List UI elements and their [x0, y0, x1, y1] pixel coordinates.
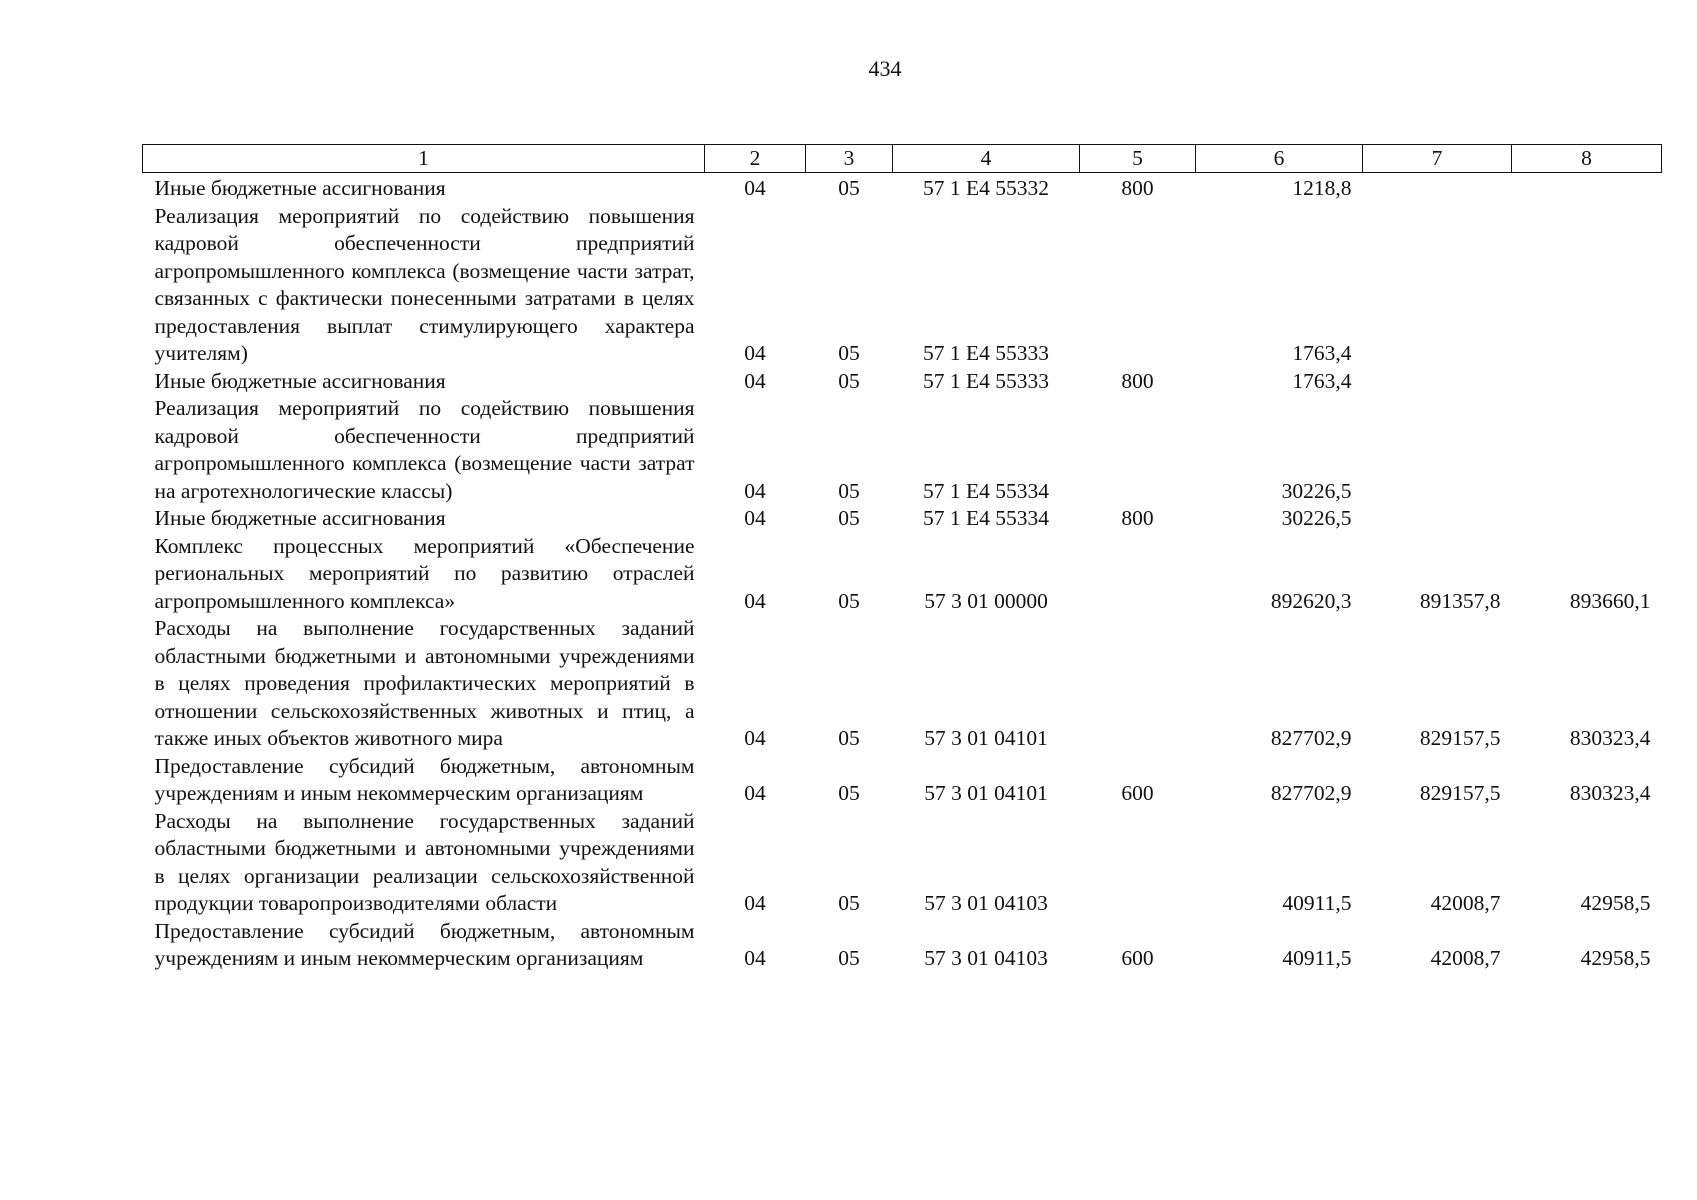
column-header: 6 [1196, 145, 1363, 173]
amount-col8 [1512, 203, 1662, 368]
amount-col7 [1363, 505, 1512, 533]
expense-type-code: 600 [1121, 946, 1154, 970]
target-article-code: 57 1 E4 55333 [922, 368, 1049, 393]
section-code: 04 [744, 588, 766, 613]
expense-type-code: 600 [1121, 781, 1154, 805]
column-header: 3 [806, 145, 893, 173]
row-name: Реализация мероприятий по содействию повышения кадровой обеспеченности предприятий агропромышленного комплекса (возмещение части затрат на агротехнологические классы) [154, 396, 695, 503]
subsection-code: 05 [838, 781, 860, 805]
section-code: 04 [744, 891, 766, 915]
amount-col7 [1363, 395, 1512, 505]
target-article-code: 57 1 E4 55334 [922, 506, 1049, 530]
target-article-code: 57 3 01 04101 [924, 726, 1048, 750]
amount-col6: 40911,5 [1282, 891, 1352, 915]
expense-type-code [1080, 395, 1196, 505]
target-article-code: 57 1 E4 55332 [922, 176, 1049, 200]
table-row [143, 615, 1662, 753]
column-header: 2 [705, 145, 806, 173]
section-code: 04 [744, 176, 766, 200]
table-body [143, 173, 1662, 973]
table-row [143, 505, 1662, 533]
section-code: 04 [744, 341, 766, 365]
table-row [143, 753, 1662, 808]
column-header: 1 [143, 145, 705, 173]
budget-table [142, 144, 1662, 973]
amount-col8: 893660,1 [1569, 588, 1651, 613]
amount-col8: 42958,5 [1580, 891, 1651, 915]
table-row [143, 173, 1662, 203]
table-row [143, 395, 1662, 505]
subsection-code: 05 [838, 588, 860, 613]
amount-col8: 830323,4 [1569, 726, 1651, 750]
amount-col7 [1363, 203, 1512, 368]
page-number: 434 [868, 56, 902, 81]
expense-type-code [1080, 533, 1196, 616]
table-row [143, 368, 1662, 396]
amount-col7: 42008,7 [1430, 891, 1501, 915]
table-row [143, 533, 1662, 616]
amount-col7: 42008,7 [1430, 946, 1501, 970]
subsection-code: 05 [838, 368, 860, 393]
target-article-code: 57 3 01 04103 [924, 946, 1048, 970]
expense-type-code: 800 [1121, 176, 1154, 200]
amount-col6: 1763,4 [1292, 341, 1352, 365]
column-header: 5 [1080, 145, 1196, 173]
subsection-code: 05 [838, 891, 860, 915]
header-row [143, 145, 1662, 173]
expense-type-code: 800 [1121, 368, 1154, 393]
subsection-code: 05 [838, 478, 860, 503]
amount-col6: 30226,5 [1281, 506, 1352, 530]
row-name: Реализация мероприятий по содействию повышения кадровой обеспеченности предприятий агропромышленного комплекса (возмещение части затрат, связанных с фактически понесенными затратами в целях предоставления выплат стимулирующего характера учителям) [154, 203, 695, 365]
amount-col8: 830323,4 [1569, 781, 1651, 805]
row-name: Иные бюджетные ассигнования [154, 176, 446, 200]
section-code: 04 [744, 946, 766, 970]
amount-col6: 827702,9 [1270, 781, 1352, 805]
subsection-code: 05 [838, 726, 860, 750]
target-article-code: 57 3 01 04101 [924, 781, 1048, 805]
column-header: 4 [893, 145, 1080, 173]
table-row [143, 808, 1662, 918]
subsection-code: 05 [838, 176, 860, 200]
section-code: 04 [744, 781, 766, 805]
row-name: Комплекс процессных мероприятий «Обеспечение региональных мероприятий по развитию отраслей агропромышленного комплекса» [154, 533, 695, 613]
row-name: Предоставление субсидий бюджетным, автономным учреждениям и иным некоммерческим организациям [154, 753, 695, 805]
section-code: 04 [744, 368, 766, 393]
section-code: 04 [744, 478, 766, 503]
table-row [143, 918, 1662, 973]
subsection-code: 05 [838, 341, 860, 365]
column-header: 8 [1512, 145, 1662, 173]
amount-col8: 42958,5 [1580, 946, 1651, 970]
expense-type-code [1080, 615, 1196, 753]
amount-col6: 30226,5 [1281, 478, 1352, 503]
subsection-code: 05 [838, 506, 860, 530]
target-article-code: 57 3 01 00000 [924, 588, 1048, 613]
target-article-code: 57 1 E4 55333 [922, 341, 1049, 365]
amount-col7: 829157,5 [1419, 726, 1501, 750]
amount-col6: 40911,5 [1282, 946, 1352, 970]
amount-col8 [1512, 505, 1662, 533]
amount-col8 [1512, 395, 1662, 505]
amount-col6: 892620,3 [1270, 588, 1352, 613]
amount-col6: 1218,8 [1292, 176, 1352, 200]
table-row [143, 203, 1662, 368]
section-code: 04 [744, 506, 766, 530]
section-code: 04 [744, 726, 766, 750]
amount-col6: 1763,4 [1292, 368, 1352, 393]
amount-col7 [1363, 368, 1512, 396]
amount-col6: 827702,9 [1270, 726, 1352, 750]
row-name: Расходы на выполнение государственных заданий областными бюджетными и автономными учреждениями в целях организации реализации сельскохозяйственной продукции товаропроизводителями области [154, 808, 695, 915]
subsection-code: 05 [838, 946, 860, 970]
column-header: 7 [1363, 145, 1512, 173]
expense-type-code [1080, 808, 1196, 918]
row-name: Иные бюджетные ассигнования [154, 506, 446, 530]
target-article-code: 57 1 E4 55334 [922, 478, 1049, 503]
expense-type-code: 800 [1121, 506, 1154, 530]
row-name: Расходы на выполнение государственных заданий областными бюджетными и автономными учреждениями в целях проведения профилактических мероприятий в отношении сельскохозяйственных животных и птиц, а также иных объектов животного мира [154, 616, 695, 750]
amount-col7: 891357,8 [1419, 588, 1501, 613]
amount-col7: 829157,5 [1419, 781, 1501, 805]
target-article-code: 57 3 01 04103 [924, 891, 1048, 915]
expense-type-code [1080, 203, 1196, 368]
amount-col7 [1363, 173, 1512, 203]
row-name: Предоставление субсидий бюджетным, автономным учреждениям и иным некоммерческим организациям [154, 918, 695, 970]
amount-col8 [1512, 173, 1662, 203]
amount-col8 [1512, 368, 1662, 396]
row-name: Иные бюджетные ассигнования [154, 368, 446, 393]
